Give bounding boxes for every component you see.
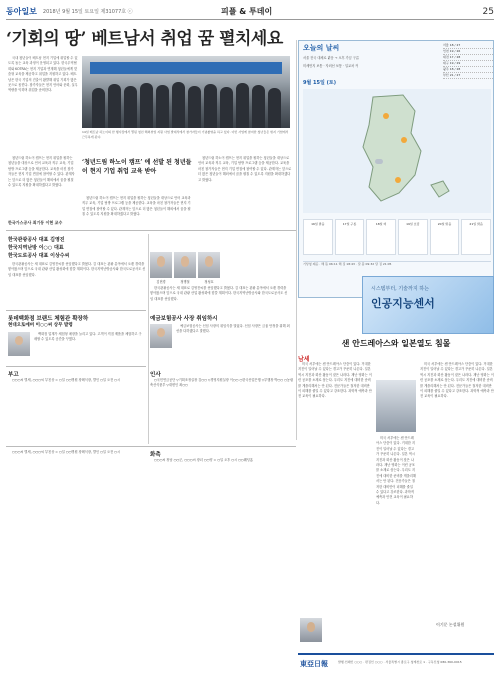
obituary-paragraph: ○○○씨 별세, ○○○씨 부친상 = ○일 ○○병원 장례식장, 발인 ○일 오전 ○시: [12, 378, 121, 382]
sun-icon: [383, 113, 389, 119]
forecast-day: 19일 흐림: [398, 219, 428, 255]
portrait-photo: [198, 252, 220, 278]
photo-person: [188, 86, 201, 128]
section-title: 피플 & 투데이: [221, 7, 273, 16]
photo-person: [236, 83, 249, 128]
photo-person: [156, 85, 169, 128]
photo-person: [172, 82, 185, 128]
brand-box-sub: 현대오토에버 이○○씨 상무 발령: [8, 323, 73, 328]
brand-box-paragraph: 백화점 업계가 체험형 매장을 늘리고 있다. 고객이 직접 제품을 체험하고 구매할 수 있도록 공간을 꾸몄다.: [34, 332, 142, 342]
wedding-text: [150, 458, 294, 688]
brand-box-text: [34, 332, 144, 364]
column-paragraph: 미국 서부에는 샌 안드레아스 단층이 있다. 거대한 지진이 일어날 수 있다는 경고가 꾸준히 나온다. 일본 역시 지진과 화산 활동이 잦은 나라다. 재난 영화는 이런 공포를 소재로 삼는다. 우리도 지진에 대비한 준비를 게을리해서는 안 된다. 전문가들은 철저한 대비만이 피해를 줄일 수 있다고 강조한다. 과학적 예측과 안전 교육이 필요하다.: [420, 362, 494, 399]
photo-person: [220, 87, 233, 128]
portrait-photo: [174, 252, 196, 278]
photo-banner: [90, 62, 282, 74]
memorial-photo: [150, 324, 172, 348]
body-col-3: [198, 156, 292, 226]
appointment-head-2: 한국지역난방 이○○ 대표: [8, 245, 64, 251]
obituary-title: 부고: [8, 372, 19, 378]
photo-person: [268, 88, 281, 128]
forecast-day: 16일 맑음: [303, 219, 333, 255]
lead-body-col: [8, 156, 76, 216]
weather-table: [443, 43, 493, 79]
sensor-ad[interactable]: [362, 276, 494, 334]
weather-row: 대구 19 / 29: [443, 61, 493, 67]
newspaper-logo: 동아일보: [6, 7, 37, 16]
lead-paragraph: 국내 청년들이 베트남 현지 기업에 취업할 수 있도록 돕는 교육 과정이 운영되고 있다. 한국무역협회와 KOTRA는 현지 기업과 연계해 청년들에게 맞춤형 교육을 제공하고 취업을 지원하고 있다. 베트남은 한국 기업의 진출이 활발해 취업 기회가 많은 곳으로 꼽힌다. 참가자들은 현지 언어와 문화, 실무 역량을 익히며 취업을 준비한다.: [8, 56, 78, 93]
weather-box: [298, 40, 494, 298]
korea-map-graphic: [303, 89, 491, 213]
weather-map: [303, 89, 491, 213]
body-paragraph: 청년드림 하노이 캠프는 현지 취업을 원하는 청년들을 대상으로 언어 교육과 직무 교육, 기업 탐방 프로그램 등을 제공한다. 교육을 마친 참가자들은 현지 기업 면접에 참여할 수 있다. 관계자는 앞으로 더 많은 청년들이 해외에서 꿈을 펼칠 수 있도록 지원을 확대하겠다고 밝혔다.: [198, 156, 292, 182]
page-header: [6, 4, 494, 20]
cloud-icon: [375, 159, 383, 164]
column-divider: [148, 234, 149, 444]
weekly-forecast: [303, 219, 491, 255]
people-box-paragraph: ○국민연금공단 ▽기획조정실장 김○○ ▽경영지원실장 이○○ ○한국산업은행 ▽부행장 박○○ ○농림축산식품부 ▽대변인 최○○: [150, 378, 294, 388]
memorial-paragraph: 예금보험공사는 신임 사장의 취임식을 열었다. 신임 사장은 금융 안정을 위해 최선을 다하겠다고 말했다.: [176, 324, 290, 334]
column-tag: 남세: [298, 356, 310, 363]
lead-photo-caption: 14일 베트남 하노이의 한 행사장에서 열린 청년 해외취업 지원 사업 발대식에서 참가자들이 기념촬영을 하고 있다. 이번 사업에 참여한 청년들은 현지 기업에서 근무하게 된다.: [82, 130, 289, 139]
appointment-head-3: 한국도로공사 대표 이상수씨: [8, 253, 70, 259]
divider: [6, 366, 146, 367]
weather-footer: 기상청 제공 · 해 뜸 06:11 해 짐 18:43 · 달 뜸 09:32 달 짐 21:05: [303, 261, 491, 295]
people-box-title: 인사: [150, 372, 161, 378]
forecast-day: 20일 맑음: [430, 219, 460, 255]
photo-person: [252, 85, 265, 128]
brand-box-title: 롯데백화점 브랜드 체험관 확장하: [8, 316, 89, 322]
fault-line-figure: [376, 380, 416, 432]
portrait-name: 정성호: [204, 280, 214, 284]
weather-row: 광주 18 / 28: [443, 67, 493, 73]
weather-map-label: 9월 15일 (토): [303, 80, 336, 86]
weather-line-2: 미세먼지 보통 · 자외선 보통 · 일교차 커: [303, 64, 359, 68]
obituary-text: [8, 378, 148, 444]
memorial-text: [176, 324, 292, 364]
column-byline: 이기문 논설위원: [436, 622, 465, 627]
forecast-day: 18일 비: [366, 219, 396, 255]
forecast-day: 21일 맑음: [461, 219, 491, 255]
article-subhead: ‘청년드림 하노이 캠프’ 에 선발 된 청년들 이 현지 기업 취업 교육 받아: [82, 159, 192, 175]
photo-person: [124, 86, 137, 128]
lower-left-paragraph: ○○○씨 별세, ○○○씨 부친상 = ○일 ○○병원 장례식장, 발인 ○일 오전 ○시: [12, 450, 121, 454]
portrait-name: 김현경: [156, 280, 166, 284]
weather-row: 서울 18 / 27: [443, 43, 493, 49]
column-text-3: [420, 362, 494, 618]
weather-title: 오늘의 날씨: [303, 44, 340, 52]
forecast-day: 17일 구름: [335, 219, 365, 255]
brand-box-photo: [8, 332, 30, 356]
lead-text: [8, 56, 78, 128]
page-number: 25: [482, 6, 494, 17]
appointment-text: [8, 262, 148, 306]
ad-tagline: 시스템부터, 기술까지 하는: [371, 286, 429, 292]
body-paragraph: 청년드림 하노이 캠프는 현지 취업을 원하는 청년들을 대상으로 언어 교육과 직무 교육, 기업 탐방 프로그램 등을 제공한다. 교육을 마친 참가자들은 현지 기업 면접에 참여할 수 있다. 관계자는 앞으로 더 많은 청년들이 해외에서 꿈을 펼칠 수 있도록 지원을 확대하겠다고 밝혔다.: [82, 196, 191, 217]
divider: [6, 230, 296, 231]
weather-row: 인천 19 / 26: [443, 49, 493, 55]
weather-line-1: 서울 전국 대체로 맑음 → 오후 가끔 구름: [303, 56, 359, 60]
column-paragraph: 미국 서부에는 샌 안드레아스 단층이 있다. 거대한 지진이 일어날 수 있다는 경고가 꾸준히 나온다. 일본 역시 지진과 화산 활동이 잦은 나라다. 재난 영화는 이런 공포를 소재로 삼는다. 우리도 지진에 대비한 준비를 게을리해서는 안 된다. 전문가들은 철저한 대비만이 피해를 줄일 수 있다고 강조한다. 과학적 예측과 안전 교육이 필요하다.: [376, 436, 416, 505]
sun-icon: [395, 177, 401, 183]
lower-left-text: [8, 450, 148, 686]
weather-row: 대전 17 / 28: [443, 55, 493, 61]
wedding-paragraph: ○○○씨 장남 ○○군, ○○○씨 장녀 ○○양 = ○일 오후 ○시 ○○웨딩홀: [154, 458, 253, 462]
sun-icon: [401, 137, 407, 143]
column-title: 샌 안드레아스와 일본열도 침몰: [341, 338, 451, 348]
wedding-title: 화촉: [150, 452, 161, 458]
columnist-portrait: [300, 618, 322, 642]
lead-photo: [82, 56, 290, 128]
footer-text: 발행·인쇄인 ○○○ · 편집인 ○○○ · 서울특별시 종로구 청계천로 1 · 구독신청 080-360-0015: [338, 660, 462, 664]
photo-person: [108, 84, 121, 128]
lead-headline: ‘기회의 땅’ 베트남서 취업 꿈 펼치세요: [6, 29, 283, 49]
body-paragraph: 청년드림 하노이 캠프는 현지 취업을 원하는 청년들을 대상으로 언어 교육과 직무 교육, 기업 탐방 프로그램 등을 제공한다. 교육을 마친 참가자들은 현지 기업 면접에 참여할 수 있다. 관계자는 앞으로 더 많은 청년들이 해외에서 꿈을 펼칠 수 있도록 지원을 확대하겠다고 밝혔다.: [8, 156, 75, 188]
photo-person: [92, 88, 105, 128]
footer-logo: 東亞日報: [300, 660, 328, 668]
portrait-photo: [150, 252, 172, 278]
column-text-2: [376, 436, 416, 616]
appointment-head-1: 한국관광공사 대표 김영진: [8, 237, 65, 243]
people-text: [150, 286, 290, 306]
ad-headline: 인공지능센서: [371, 297, 435, 310]
column-divider: [296, 40, 297, 440]
people-paragraph: 한국관광공사는 새 대표로 김영진씨를 선임했다고 밝혔다. 김 대표는 관광 분야에서 오랜 경력을 쌓아왔으며 앞으로 국내 관광 산업 활성화에 힘쓸 계획이다. 한국지역난방공사와 한국도로공사도 신임 대표를 선임했다.: [150, 286, 288, 301]
publisher-footer: [298, 653, 494, 687]
portrait-name: 정병철: [180, 280, 190, 284]
appointment-paragraph: 한국관광공사는 새 대표로 김영진씨를 선임했다고 밝혔다. 김 대표는 관광 분야에서 오랜 경력을 쌓아왔으며 앞으로 국내 관광 산업 활성화에 힘쓸 계획이다. 한국지역난방공사와 한국도로공사도 신임 대표를 선임했다.: [8, 262, 146, 277]
people-box-text: [150, 378, 294, 444]
credit-line: 한국가스공사 최기동 이현 교수: [8, 220, 63, 225]
divider: [6, 446, 296, 447]
weather-row: 부산 21 / 27: [443, 73, 493, 79]
column-text-1: [298, 362, 372, 612]
photo-person: [204, 84, 217, 128]
column-paragraph: 미국 서부에는 샌 안드레아스 단층이 있다. 거대한 지진이 일어날 수 있다는 경고가 꾸준히 나온다. 일본 역시 지진과 화산 활동이 잦은 나라다. 재난 영화는 이런 공포를 소재로 삼는다. 우리도 지진에 대비한 준비를 게을리해서는 안 된다. 전문가들은 철저한 대비만이 피해를 줄일 수 있다고 강조한다. 과학적 예측과 안전 교육이 필요하다.: [298, 362, 372, 399]
memorial-title: 예금보험공사 사장 취임하시: [150, 316, 218, 322]
photo-person: [140, 83, 153, 128]
divider: [6, 310, 146, 311]
issue-date: 2018년 9월 15일 토요일 제31077호 ⓒ: [42, 9, 133, 15]
